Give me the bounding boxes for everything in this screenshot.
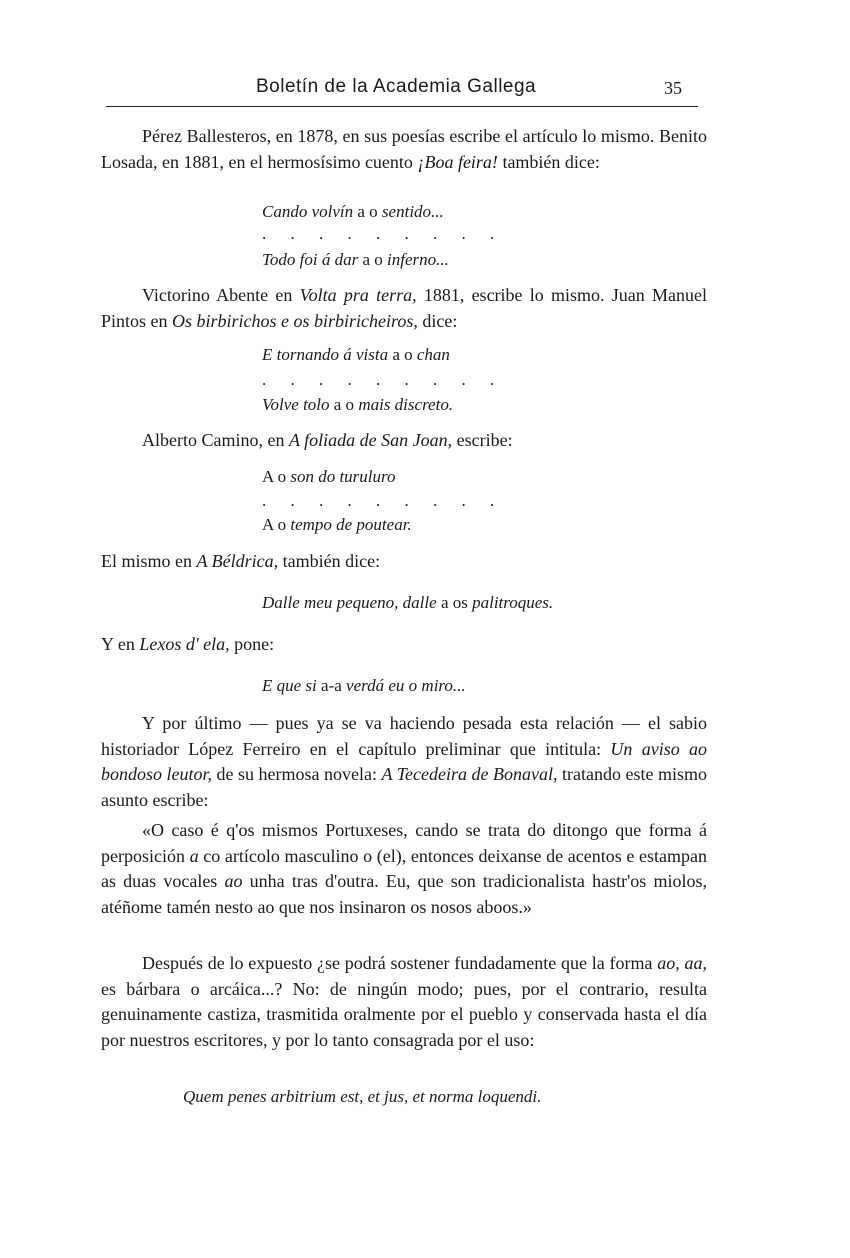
verse-line: Todo foi á dar a o inferno... bbox=[262, 250, 449, 269]
paragraph-camino: Alberto Camino, en A foliada de San Joan, escribe: bbox=[142, 430, 513, 450]
paragraph-conclusion: Después de lo expuesto ¿se podrá sostener fundadamente que la forma ao, aa, es bárbara o arcáica...? No: de ningún modo; pues, por el contrario, resulta genuinamente castiza, trasmitida oralmente por el pueblo y conservada hasta el día por nuestros escritores, y por lo tanto consagrada por el uso: bbox=[101, 953, 707, 1050]
verse-line: A o tempo de poutear. bbox=[262, 515, 412, 534]
paragraph-text: también dice: bbox=[497, 151, 600, 172]
ellipsis-line: . . . . . . . . . bbox=[262, 491, 505, 510]
journal-title: Boletín de la Academia Gallega bbox=[256, 76, 537, 97]
verse-line: Dalle meu pequeno, dalle a os palitroques. bbox=[262, 593, 554, 612]
quotation-paragraph: «O caso é q'os mismos Portuxeses, cando se trata do ditongo que forma á perposición a co artícolo masculino o (el), entonces deixanse de acentos e estampan as duas vocales ao unha tras d'outra. Eu, que son tradicionalista hastr'os miolos, atéñome tamén nesto ao que nos insinaron os nosos aboos.» bbox=[101, 820, 707, 917]
latin-motto: Quem penes arbitrium est, et jus, et norma loquendi. bbox=[183, 1087, 542, 1106]
page-number: 35 bbox=[664, 78, 682, 98]
verse-line: A o son do turuluro bbox=[262, 467, 396, 486]
verse-line: Volve tolo a o mais discreto. bbox=[262, 395, 454, 414]
paragraph-perez bbox=[101, 124, 707, 175]
verse-line: E que si a-a verdá eu o miro... bbox=[262, 676, 466, 695]
ellipsis-line: . . . . . . . . . bbox=[262, 224, 505, 243]
header-rule bbox=[106, 106, 698, 107]
ellipsis-line: . . . . . . . . . bbox=[262, 370, 505, 389]
verse-line: Cando volvín a o sentido... bbox=[262, 202, 444, 221]
paragraph-beldrica: El mismo en A Béldrica, también dice: bbox=[101, 551, 381, 571]
paragraph-abente: Victorino Abente en Volta pra terra, 1881, escribe lo mismo. Juan Manuel Pintos en Os birbirichos e os birbiricheiros, dice: bbox=[101, 285, 707, 331]
verse-line: E tornando á vista a o chan bbox=[262, 345, 450, 364]
title-italic: ¡Boa feira! bbox=[417, 151, 498, 172]
running-header bbox=[100, 74, 700, 108]
paragraph-lexos: Y en Lexos d' ela, pone: bbox=[101, 634, 275, 654]
paragraph-text: Pérez Ballesteros, en 1878, en sus poesías escribe el artículo lo mismo. Benito Losada, en 1881, en el hermosísimo cuento bbox=[101, 126, 707, 172]
paragraph-lopez-ferreiro: Y por último — pues ya se va haciendo pesada esta relación — el sabio historiador López Ferreiro en el capítulo preliminar que intitula: Un aviso ao bondoso leutor, de su hermosa novela: A Tecedeira de Bonaval, tratando este mismo asunto escribe: bbox=[101, 713, 708, 810]
